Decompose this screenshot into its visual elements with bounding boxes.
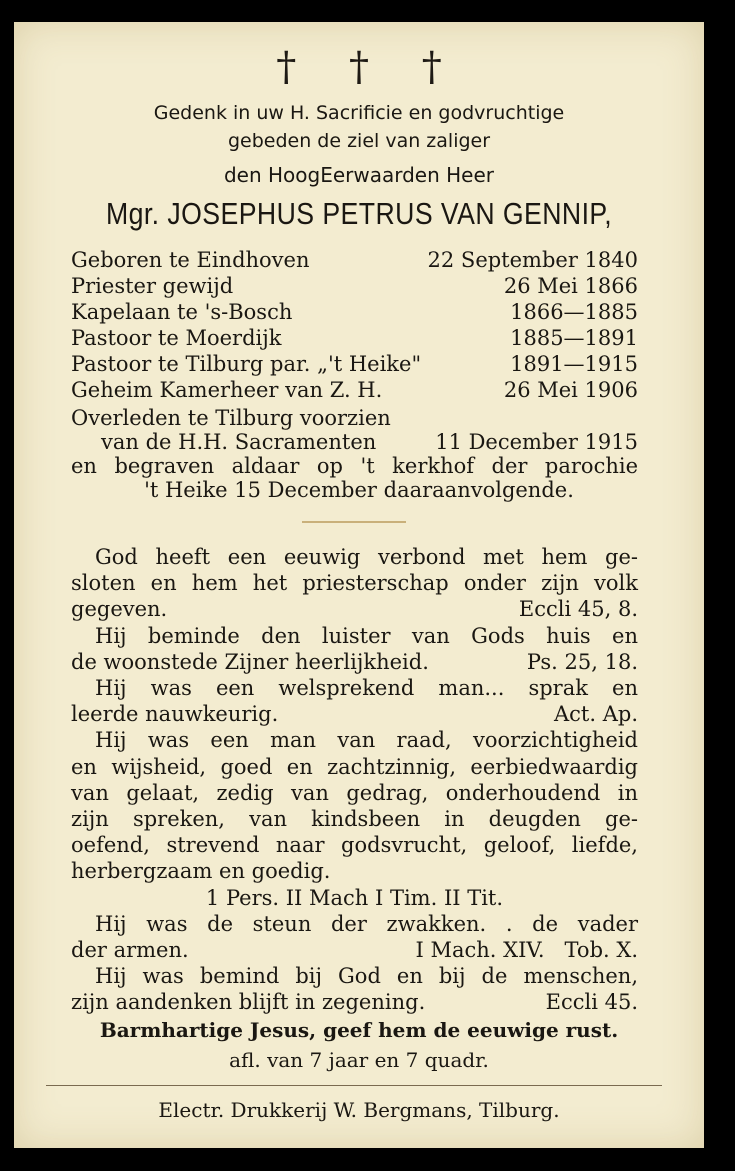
fact-label: Kapelaan te 's-Bosch (71, 300, 293, 324)
verse-text: zijn spreken, van kindsbeen in deugden ge- (71, 807, 638, 831)
verse-text: en wijsheid, goed en zachtzinnig, eerbiedwaardig (71, 754, 638, 779)
intro-line-1: Gedenk in uw H. Sacrificie en godvruchtige (153, 102, 565, 124)
printer-credit: Electr. Drukkerij W. Bergmans, Tilburg. (158, 1098, 560, 1122)
cross-icon: † (349, 44, 369, 90)
verse-text: God heeft een eeuwig verbond met hem ge- (95, 545, 638, 569)
cross-icon: † (276, 44, 297, 90)
cross-icon: † (421, 44, 442, 90)
fact-label: Priester gewijd (71, 274, 234, 298)
divider (302, 521, 406, 523)
death-line-4: 't Heike 15 December daaraanvolgende. (144, 478, 574, 502)
verse-text: Hij beminde den luister van Gods huis en (95, 623, 638, 648)
verse-text: Hij was een man van raad, voorzichtigheid (95, 728, 638, 753)
intro-line-3: den HoogEerwaarden Heer (223, 163, 495, 187)
verse-text: Hij was de steun der zwakken. . de vader (95, 911, 638, 936)
crosses (14, 44, 704, 90)
intro-line-2: gebeden de ziel van zaliger (227, 130, 491, 152)
verse-text: der armen. (71, 938, 189, 962)
fact-value: 26 Mei 1906 (503, 378, 638, 402)
verse-line (71, 886, 638, 910)
verse-reference: Act. Ap. (554, 702, 638, 727)
verse-reference: Eccli 45, 8. (518, 597, 638, 622)
verse-reference: Eccli 45. (545, 990, 638, 1015)
verse-text: herbergzaam en goedig. (71, 859, 331, 884)
verse-text: Hij was bemind bij God en bij de menschen, (95, 964, 638, 989)
fact-value: 26 Mei 1866 (503, 274, 638, 298)
fact-value: 22 September 1840 (427, 248, 638, 272)
verse-reference: Ps. 25, 18. (526, 649, 638, 674)
verse-text: van gelaat, zedig van gedrag, onderhoudend in (71, 780, 638, 805)
fact-label: Pastoor te Moerdijk (71, 326, 282, 350)
verse-text: zijn aandenken blijft in zegening. (71, 990, 426, 1015)
verse-text: oefend, strevend naar godsvrucht, geloof, liefde, (71, 833, 638, 858)
footer-divider (46, 1085, 662, 1086)
prayer-line: Barmhartige Jesus, geef hem de eeuwige rust. (99, 1018, 619, 1042)
memorial-card: † † † Gedenk in uw H. Sacrificie en godvruchtige gebeden de ziel van zaliger den HoogEerwaarden Heer Mgr. JOSEPHUS PETRUS VAN GENNIP, Geboren te Eindhoven 22 September 1840 Priester gewijd 26 Mei 1866 Kapelaan te 's-Bosch 1866—1885 Pastoor te Moerdijk 1885—1891 Pastoor te Tilburg par. „'t Heike" 1891—1915 Geheim Kamerheer van Z. H. 26 Mei 1906 Overleden te Tilburg voorzien van de H.H. Sacramenten 11 December 1915 en begraven aldaar op 't kerkhof der parochie 't Heike 15 December daaraanvolgende. God heeft een eeuwig verbond met hem ge- sloten en hem het priesterschap onder zijn volk gegeven. Eccli 45, 8. Hij beminde den luister van Gods huis en de woonstede Zijner heerlijkheid. Ps. 25, 18. Hij was een welsprekend man... sprak en leerde nauwkeurig. Act. Ap. Hij was een man van raad, voorzichtigheid en wijsheid, goed en zachtzinnig, eerbiedwaardig van gelaat, zedig van gedrag, onderhoudend in zijn spreken, van kindsbeen in deugden ge- oefend, strevend naar godsvrucht, geloof, liefde, herbergzaam en goedig. 1 Pers. II Mach I Tim. II Tit. Hij was de steun der zwakken. . de vader der armen. I Mach. XIV. Tob. X. Hij was bemind bij God en bij de menschen, zijn aandenken blijft in zegening. Eccli 45. Barmhartige Jesus, geef hem de eeuwige rust. afl. van 7 jaar en 7 quadr. Electr. Drukkerij W. Bergmans, Tilburg. (14, 22, 704, 1148)
fact-value: 1891—1915 (510, 352, 638, 376)
verse-text: de woonstede Zijner heerlijkheid. (71, 649, 429, 674)
verse-text: leerde nauwkeurig. (71, 702, 279, 727)
death-line-3: en begraven aldaar op 't kerkhof der parochie (71, 454, 638, 478)
verse-text: gegeven. (71, 597, 168, 622)
fact-label: Pastoor te Tilburg par. „'t Heike" (71, 352, 422, 376)
deceased-name: Mgr. JOSEPHUS PETRUS VAN GENNIP, (105, 196, 613, 231)
indulgence-line: afl. van 7 jaar en 7 quadr. (229, 1048, 489, 1072)
fact-label: Geboren te Eindhoven (71, 248, 310, 272)
verse-text: Hij was een welsprekend man... sprak en (95, 676, 638, 700)
verse-reference: 1 Pers. II Mach I Tim. II Tit. (205, 885, 504, 910)
fact-value: 1885—1891 (510, 326, 638, 350)
fact-value: 1866—1885 (510, 300, 638, 324)
verse-reference: I Mach. XIV. Tob. X. (415, 938, 638, 962)
fact-label: Geheim Kamerheer van Z. H. (71, 378, 383, 402)
verse-text: sloten en hem het priesterschap onder zijn volk (71, 571, 638, 596)
